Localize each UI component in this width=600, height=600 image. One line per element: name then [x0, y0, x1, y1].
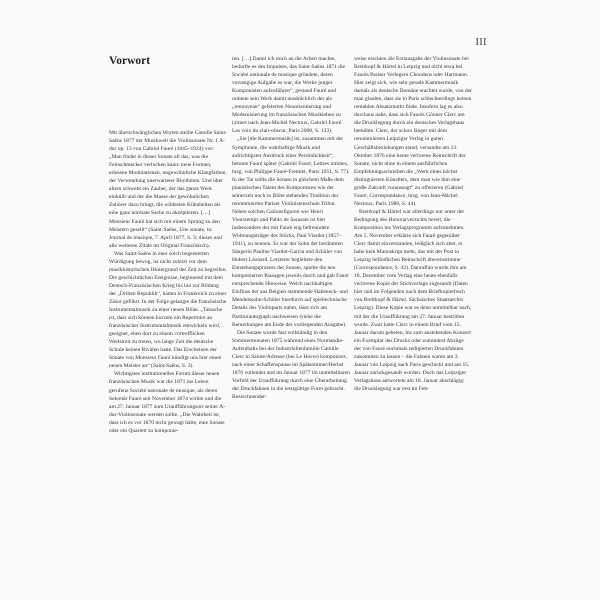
text-column-1	[109, 129, 227, 592]
paragraph: Was Saint-Saëns in euer solch begeisterten Würdigung bewog, ist nicht zuletzt vor dem musikhistorischen Hintergrund der Zeit zu begreifen. Die geschichtlichen Ereignisse, beginnend mit dem Deutsch-Französischen Krieg bis hin zur Bildung der „Dritten Republik“, hatten in Frankreich zu einer Zäsur geführt. In der Folge gelangte die französische Instrumentalmusik zu einer neuen Blüte. „Tatsache ist, dass sich können kurzem ein Repertoire an französischer Instrumentalmusik entwickeln wird, geeignet, eben dort zu einem vortrefflichen Wettstreit zu treten, wo lange Zeit die deutsche Schule keinen Rivalen hatte. Das Erscheinen der Sonate von Monsieur Fauré kündigt uns hier einen neuen Meister an“ (Saint-Saëns, S. 3).	[109, 250, 227, 370]
paragraph: Breitkopf & Härtel war allerdings nur unter der Bedingung des Honorarverzichts bereit, die Komposition ins Verlagsprogramm aufzunehmen. Am 5. November erklärte sich Fauré gegenüber Clerc damit einverstanden, lediglich sich aber, er habe kein Manuskript mehr, das mit der Post in Leipzig befindlichen Reinschrift übereinstimme (Correspondance, S. 43). Daraufhin wurde ihm am 18. Dezember vom Verlag eine heute ebenfalls verlorene Kopie der Stichvorlage zugesandt (Daten hier und im Folgenden nach dem Briefkopierbuch von Breitkopf & Härtel, Sächsisches Staatsarchiv Leipzig). Diese Kopie war es denn unmittelbar nach, mit der die Uraufführung am 27. Januar bestritten wurde. Zwar hatte Clerc in einem Brief vom 15. Januar darum gebeten, bis zum anstehenden Konzert ein Exemplar des Drucks oder zumindest Abzüge der von Fauré nochmals redigierten Druckfahnen zukommen zu lassen – die Fahnen waren am 3. Januar von Leipzig nach Paris geschickt und am 15. Januar zurückgesandt worden. Doch das Leipziger Verlagshaus antwortete am 18. Januar abschlägig: die Drucklegung war erst im Feb-	[354, 208, 472, 392]
page-title: Vorwort	[109, 55, 151, 67]
paragraph: Mit überschwänglichen Worten stellte Camille Saint-Saëns 1877 der Musikwelt die Violinsonate Nr. 1 A-dur op. 13 von Gabriel Fauré (1845–1924) vor: „Man findet in dieser Sonate all das, was die Feinschmecker verlocken kann: neue Formen, erlesene Modulationen, ungewöhnliche Klangfarben, der Verwendung unerwarteter Rhythmen. Und über allem schwebt ein Zauber, der das ganze Werk einhüllt und der die Masse der gewöhnlichen Zuhörer dazu bringt, die wildesten Kühnheiten als eine ganz normale Sache zu akzeptieren. […] Monsieur Fauré hat sich mit einem Sprung zu den Meistern gesellt“ (Saint-Saëns, Une sonate, in: Journal de musique, 7. April 1877, S. 3; dieses und alle weiteren Zitate im Original Französisch).	[109, 130, 227, 249]
paragraph: Die Sonate wurde fast vollständig in den Sommermonaten 1875 während eines Normandie-Aufenthalts bei der Industriellenfamilie Camille Clerc in Sainte-Adresse (bei Le Havre) komponiert, nach einer Schaffenspause im Spätsommer/Herbst 1876 vollendet und im Januar 1877 im unmittelbaren Vorfeld der Uraufführung durch eine Überarbeitung der Druckfahnen in die letztgültige Form gebracht. Bezeichnender-	[232, 329, 350, 400]
text-column-2	[232, 55, 350, 592]
paragraph: weise erschien die Erstausgabe der Violinsonate bei Breitkopf & Härtel in Leipzig und nicht etwa bei Faurés Pariser Verlegern Choudens oder Hartmann. Hier zeigt sich, wie sehr gerade Kammermusik damals als deutsche Domäne erachtet wurde, von der man glaubte, dass sie in Paris schlechterdings keinen rentablen Absatzmarkt finde. Insofern lag es also durchaus nahe, dass sich Faurés Gönner Clerc um die Drucklegung durch ein deutsches Verlagshaus bemühte. Clerc, der schon länger mit dem renommierten Leipziger Verlag in guten Geschäftsbeziehungen stand, versandte am 13. Oktober 1876 eine heute verlorene Reinschrift der Sonate, nicht ohne in einem ausführlichen Empfehlungsschreiben die „Werk eines höchst distinguierten Künstlers, dem man wie ihm eine große Zukunft voraussagt“ zu offerieren (Gabriel Fauré, Correspondance, hrsg. von Jean-Michel Nectoux, Paris 1980, S. 44).	[354, 56, 472, 207]
paragraph: Wichtigstes institutionelles Forum dieser neuen französischen Musik war die 1871 ins Leben gerufene Société nationale de musique, als deren Sekretär Fauré seit November 1874 wirkte und die am 27. Januar 1877 zum Uraufführungsort seiner A-dur-Violinsonate werden sollte. „Die Wahrheit ist, dass ich es vor 1870 nicht gewagt hätte, eine Sonate oder ein Quartett zu komponie-	[109, 371, 226, 434]
text-column-3	[354, 55, 472, 592]
page-number: III	[475, 37, 487, 48]
paragraph: „Sie [die Kammermusik] ist, zusammen mit der Symphonie, die wahrhaftige Musik und aufrichtigster Ausdruck einer Persönlichkeit“, betonte Fauré später (Gabriel Fauré, Lettres intimes, hrsg. von Philippe Fauré-Fremiet, Paris 1951, S. 77). In der Tat sollte die Sonate in gleichem Maße dem pianistischen Talent des Komponisten wie der seinerzeit noch in Blüte stehenden Tradition der renommierten Pariser Violinistenschule Tribut. Neben solchen Galionsfiguren wie Henri Vieuxtemps und Pablo de Sarasate ist hier insbesondere der mit Fauré eng befreundete Widmungsträger des Stücks, Paul Viardot (1857–1941), zu nennen. Er war der Sohn der berühmten Sängerin Pauline Viardot-Garcia und Schüler von Hubert Léonard. Letzterer begleitete den Entstehungsprozess der Sonate, spielte die neu komponierten Passagen jeweils durch und gab Fauré entsprechende Hinweise. Welch nachhaltigen Einfluss der aus Belgien stammende Habeneck- und Mendelssohn-Schüler hierdurch auf spieltechnische Details des Violinparts nahm, lässt sich am Partiturautograph nachweisen (siehe die Bemerkungen am Ende der vorliegenden Ausgabe).	[232, 136, 350, 328]
paragraph: ren. […] Damit ich mich an die Arbeit machte, bedurfte es des Impulses, das Saint-Saëns 1871 die Société nationale de musique gründete, deren vorrangige Aufgabe es war, die Werke junger Komponisten aufzuführen“, gestand Fauré und ordnete sein Werk damit ausdrücklich der als „renouveau“ gefeierten Neuorientierung und Modernisierung im französischen Musikleben zu (zitiert nach Jean-Michel Nectoux, Gabriel Fauré. Les voix du clair-obscur, Paris 2008, S. 133).	[232, 56, 346, 135]
